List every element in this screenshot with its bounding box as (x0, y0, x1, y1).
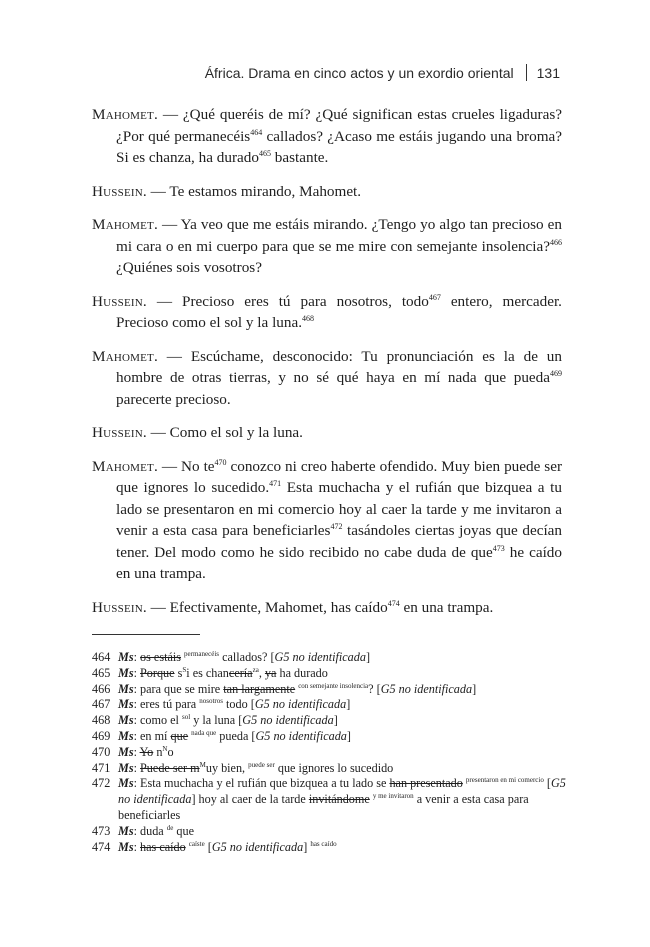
deleted-text: cería (228, 665, 253, 680)
speech-text: bastante. (270, 149, 329, 166)
inserted-text: puede ser (248, 760, 275, 769)
note-text: pueda [ (216, 728, 256, 743)
ms-label: Ms (118, 681, 134, 696)
footnote-ref[interactable]: 468 (302, 313, 315, 323)
footnote-text (118, 697, 572, 713)
source-note: G5 no identificada (254, 697, 347, 712)
speech-5 (92, 346, 562, 411)
speech-text: — Ya veo que me estáis mirando. ¿Tengo yo algo tan precioso en mi cara o en mi cuerpo para que se me mire con semejante insolencia? (116, 216, 562, 255)
footnote-464 (92, 650, 572, 666)
ms-label: Ms (118, 760, 134, 775)
source-note: G5 no identificada (255, 728, 347, 743)
note-text: : en mí (133, 728, 171, 743)
speech-7 (92, 456, 562, 585)
footnote-ref[interactable]: 469 (550, 368, 562, 378)
footnote-ref[interactable]: 466 (550, 237, 562, 247)
footnotes (92, 650, 572, 855)
speaker: Hussein. (92, 182, 147, 200)
footnote-number: 469 (92, 728, 111, 743)
note-text: i es chan (186, 665, 229, 680)
ms-label: Ms (118, 823, 134, 838)
inserted-text: de (166, 823, 174, 832)
note-text: o (167, 744, 174, 759)
footnote-text (118, 682, 572, 698)
footnote-text: Ms: os estáis $^{permanecéis}$ callados? [G5 no identificada] (118, 649, 370, 664)
inserted-text: nosotros (199, 697, 223, 706)
footnote-number: 470 (92, 744, 111, 759)
note-text: callados? [ (219, 650, 275, 664)
header-separator (526, 64, 527, 81)
footnote-467 (92, 697, 572, 713)
speaker: Mahomet. (92, 216, 158, 233)
note-text: : (133, 760, 141, 775)
footnote-number: 468 (92, 713, 111, 728)
note-text: ] (365, 650, 370, 664)
speech-text: parecerte precioso. (116, 390, 231, 408)
inserted-text: con semejante insolencia (298, 681, 369, 690)
footnote-number: 473 (92, 823, 111, 838)
speech-text: Esta muchacha y el rufián que bizquea a tu lado se presentaron en mi comercio hoy al caer la tarde y me invitaron a venir a esta casa para beneficiarles (116, 479, 562, 539)
note-text: : duda (133, 823, 167, 838)
footnote-text (118, 776, 572, 823)
speech-text: — Escúchame, desconocido: Tu pronunciación es la de un hombre de otras tierras, y no sé qué haya en mí nada que pueda (116, 347, 562, 386)
footnote-ref[interactable]: 474 (387, 598, 400, 608)
footnote-number: 465 (92, 665, 111, 680)
inserted-text: M (199, 760, 206, 769)
speech-text: — Precioso eres tú para nosotros, todo (146, 292, 429, 310)
footnote-number: 472 (92, 776, 111, 791)
speech-text: conozco ni creo haberte ofendido. Muy bien puede ser que ignores lo sucedido. (116, 457, 562, 496)
source-note: G5 no identificada (380, 681, 473, 696)
speaker: Mahomet. (92, 347, 158, 365)
note-text: : (133, 744, 140, 759)
speech-text: callados? ¿Acaso me estáis jugando una broma? Si es chanza, ha durado (116, 127, 562, 166)
speech-text: en una trampa. (399, 598, 494, 616)
speech-6 (92, 422, 562, 444)
note-text: ] (303, 839, 311, 854)
inserted-text: za (252, 665, 259, 674)
deleted-text: han presentado (389, 776, 463, 791)
note-text: ] (333, 713, 338, 728)
footnote-474 (92, 840, 572, 856)
deleted-text: invitándome (308, 792, 370, 807)
note-text: [ (204, 839, 212, 854)
footnote-text (118, 824, 572, 840)
footnote-number: 466 (92, 681, 111, 696)
note-text: y la luna [ (190, 713, 243, 728)
footnote-text (118, 840, 572, 856)
speech-2 (92, 181, 562, 203)
speech-text: — Como el sol y la luna. (146, 424, 303, 441)
footnote-text (118, 729, 572, 745)
page-number: 131 (536, 65, 560, 81)
footnote-471 (92, 761, 572, 777)
footnote-ref[interactable]: 465 (258, 148, 271, 158)
speech-text: entero, mercader. Precioso como el sol y la luna. (116, 292, 562, 331)
ms-label: Ms (118, 744, 134, 759)
footnote-number: 474 (92, 839, 111, 854)
footnote-ref[interactable]: 473 (492, 543, 505, 553)
footnote-number: 464 (92, 650, 111, 664)
speaker: Mahomet. (92, 106, 158, 123)
note-text: : como el (133, 713, 182, 728)
footnote-ref[interactable]: 464 (250, 127, 263, 137)
note-text: que ignores lo sucedido (274, 760, 394, 775)
ms-label: Ms (118, 728, 134, 743)
speech-text: — Efectivamente, Mahomet, has caído (146, 598, 388, 616)
footnote-number: 471 (92, 760, 111, 775)
speech-text: — No te (157, 457, 215, 475)
ms-label: Ms (118, 776, 134, 791)
inserted-text: nada que (191, 728, 217, 737)
source-note: G5 no identificada (118, 776, 566, 807)
deleted-text: que (170, 728, 189, 743)
note-text: todo [ (222, 697, 255, 712)
deleted-text: os estáis (140, 650, 181, 664)
speech-text: — ¿Qué queréis de mí? ¿Qué significan estas crueles ligaduras? ¿Por qué permanecéis (116, 106, 562, 145)
note-text: ] (472, 681, 477, 696)
note-text: : eres tú para (133, 697, 200, 712)
deleted-text: Yo (139, 744, 154, 759)
note-text: uy bien, (205, 760, 249, 775)
ms-label: Ms (118, 839, 134, 854)
speech-8 (92, 597, 562, 619)
note-text: s (174, 665, 183, 680)
note-text: n (153, 744, 163, 759)
running-header (90, 64, 560, 81)
speech-3 (92, 214, 562, 279)
footnote-ref[interactable]: 470 (214, 457, 227, 467)
source-note: G5 no identificada (274, 650, 366, 664)
footnote-text (118, 761, 572, 777)
speaker: Hussein. (92, 598, 147, 616)
note-text: ] hoy al caer de la tarde (191, 792, 309, 807)
speech-1 (92, 104, 562, 169)
running-title: África. Drama en cinco actos y un exordio oriental (204, 65, 514, 81)
footnote-466 (92, 682, 572, 698)
deleted-text: tan largamente (223, 681, 296, 696)
speaker: Mahomet. (92, 457, 158, 475)
note-text: : (133, 839, 141, 854)
inserted-text: has caído (310, 839, 337, 848)
ms-label: Ms (118, 650, 134, 664)
inserted-text: N (162, 744, 168, 753)
ms-label: Ms (118, 697, 134, 712)
source-note: G5 no identificada (211, 839, 304, 854)
speech-text: he caído en una trampa. (116, 543, 562, 582)
note-text: ha durado (276, 665, 328, 680)
speech-text: ¿Quiénes sois vosotros? (116, 259, 262, 276)
note-text: [ (543, 776, 551, 791)
footnote-472 (92, 776, 572, 823)
note-text: que (173, 823, 195, 838)
main-text (92, 104, 562, 630)
source-note: G5 no identificada (242, 713, 334, 728)
inserted-text: permanecéis (184, 649, 220, 658)
inserted-text: S (182, 665, 187, 674)
note-text: : para que se mire (133, 681, 224, 696)
deleted-text: has caído (140, 839, 186, 854)
note-text: : Esta muchacha y el rufián que bizquea a tu lado se (133, 776, 390, 791)
inserted-text: sol (182, 713, 191, 722)
note-text: ] (346, 697, 351, 712)
inserted-text: y me invitaron (372, 792, 414, 801)
note-text: ? [ (368, 681, 381, 696)
deleted-text: Puede ser m (140, 760, 200, 775)
deleted-text: ya (264, 665, 277, 680)
footnote-473 (92, 824, 572, 840)
note-text: a venir a esta casa para beneficiarles (118, 792, 529, 822)
speech-4 (92, 291, 562, 334)
footnote-469 (92, 729, 572, 745)
footnote-text (118, 713, 572, 729)
deleted-text: Porque (140, 665, 175, 680)
footnote-divider (92, 634, 200, 635)
speech-text: tasándoles ciertas joyas que decían tener. Del modo como he sido recibido no cabe duda de que (116, 522, 563, 561)
footnote-ref[interactable]: 471 (269, 478, 282, 488)
ms-label: Ms (118, 665, 134, 680)
footnote-465 (92, 666, 572, 682)
footnote-470 (92, 745, 572, 761)
footnote-ref[interactable]: 467 (428, 292, 441, 302)
footnote-ref[interactable]: 472 (330, 521, 343, 531)
footnote-text (118, 745, 572, 761)
footnote-text: Ms: Porque $s^Si$ es chancería$^{za}$, ya ha durado (118, 665, 328, 680)
inserted-text: presentaron en mi comercio (465, 776, 544, 785)
note-text: ] (346, 728, 351, 743)
speaker: Hussein. (92, 292, 147, 310)
ms-label: Ms (118, 713, 134, 728)
speech-text: — Te estamos mirando, Mahomet. (146, 182, 362, 200)
footnote-number: 467 (92, 697, 111, 712)
footnote-468 (92, 713, 572, 729)
note-text: , (258, 665, 265, 680)
speaker: Hussein. (92, 424, 147, 441)
inserted-text: caíste (188, 839, 205, 848)
